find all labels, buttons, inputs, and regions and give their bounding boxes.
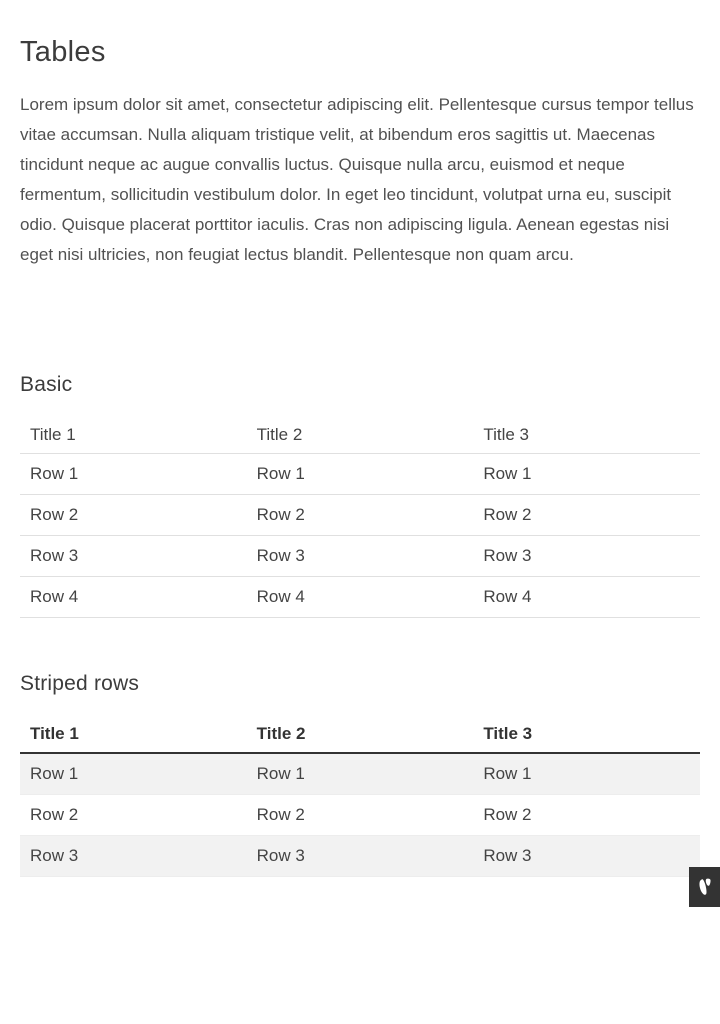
table-cell: Row 2: [473, 495, 700, 536]
table-cell: Row 1: [247, 454, 474, 495]
table-cell: Row 2: [20, 495, 247, 536]
table-cell: Row 3: [20, 536, 247, 577]
table-header-cell: Title 2: [247, 716, 474, 753]
table-cell: Row 4: [247, 577, 474, 618]
striped-table: [20, 716, 700, 877]
table-header-cell: Title 1: [20, 716, 247, 753]
table-cell: Row 2: [247, 495, 474, 536]
table-header-cell: Title 3: [473, 716, 700, 753]
table-row: [20, 753, 700, 795]
table-cell: Row 1: [473, 753, 700, 795]
table-cell: Row 1: [247, 753, 474, 795]
table-row: [20, 577, 700, 618]
section-heading-striped-rows: Striped rows: [20, 672, 140, 695]
section-heading-basic: Basic: [20, 373, 73, 396]
intro-paragraph: Lorem ipsum dolor sit amet, consectetur adipiscing elit. Pellentesque cursus tempor tellus vitae accumsan. Nulla aliquam tristique velit, at bibendum eros sagittis ut. Maecenas tincidunt neque ac augue convallis luctus. Quisque nulla arcu, euismod et neque fermentum, sollicitudin vestibulum dolor. In eget leo tincidunt, volutpat urna eu, suscipit odio. Quisque placerat porttitor iaculis. Cras non adipiscing ligula. Aenean egestas nisi eget nisi ultricies, non feugiat lectus blandit. Pellentesque non quam arcu.: [20, 95, 694, 264]
table-row: [20, 536, 700, 577]
table-cell: Row 4: [20, 577, 247, 618]
section-basic: [20, 373, 700, 618]
table-row: [20, 495, 700, 536]
table-cell: Row 4: [473, 577, 700, 618]
table-header-row: [20, 716, 700, 753]
table-row: [20, 795, 700, 836]
table-cell: Row 1: [20, 753, 247, 795]
table-cell: Row 2: [247, 795, 474, 836]
table-cell: Row 3: [473, 836, 700, 877]
table-header-cell: Title 2: [247, 417, 474, 454]
table-cell: Row 3: [20, 836, 247, 877]
table-cell: Row 1: [20, 454, 247, 495]
table-cell: Row 2: [20, 795, 247, 836]
table-header-cell: Title 3: [473, 417, 700, 454]
table-cell: Row 3: [247, 536, 474, 577]
page-title: Tables: [20, 36, 106, 68]
table-row: [20, 454, 700, 495]
table-cell: Row 3: [247, 836, 474, 877]
table-cell: Row 3: [473, 536, 700, 577]
table-cell: Row 2: [473, 795, 700, 836]
table-row: [20, 836, 700, 877]
basic-table: [20, 417, 700, 618]
table-cell: Row 1: [473, 454, 700, 495]
typo3-logo-icon: [697, 878, 713, 896]
typo3-admin-panel-toggle[interactable]: [689, 867, 720, 907]
table-header-row: [20, 417, 700, 454]
section-striped-rows: [20, 672, 700, 877]
table-header-cell: Title 1: [20, 417, 247, 454]
